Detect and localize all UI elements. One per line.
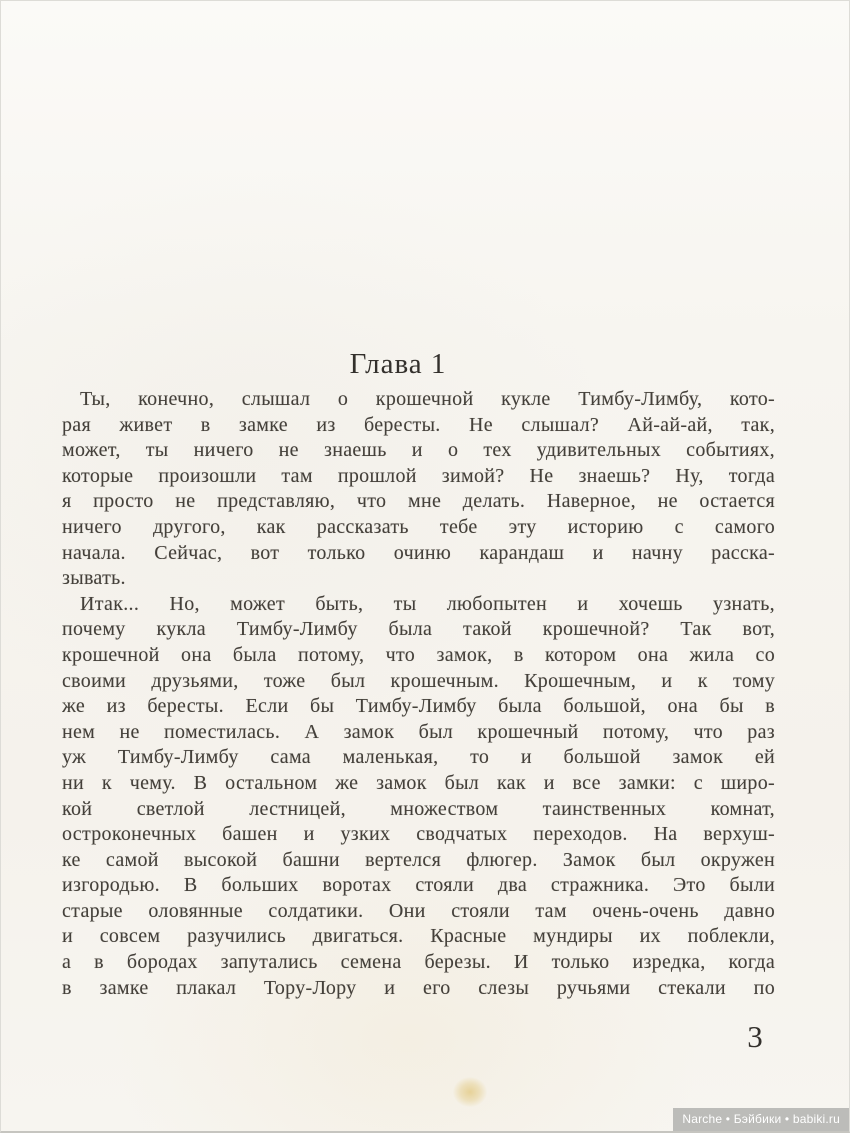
- text-line: Ты, конечно, слышал о крошечной кукле Тимбу-Лимбу, кото-: [80, 388, 775, 410]
- text-line: ни к чему. В остальном же замок был как и все замки: с широ-: [62, 771, 775, 794]
- text-line: которые произошли там прошлой зимой? Не знаешь? Ну, тогда: [62, 464, 775, 487]
- text-line: ке самой высокой башни вертелся флюгер. Замок был окружен: [62, 848, 775, 871]
- text-line: изгородью. В больших воротах стояли два стражника. Это были: [62, 874, 775, 897]
- watermark: Narche • Бэйбики • babiki.ru: [673, 1108, 849, 1131]
- text-line: же из бересты. Если бы Тимбу-Лимбу была большой, она бы в: [62, 695, 775, 718]
- text-line: а в бородах запутались семена березы. И только изредка, когда: [62, 951, 775, 974]
- text-line: своими друзьями, тоже был крошечным. Крошечным, и к тому: [62, 669, 775, 692]
- text-line: крошечной она была потому, что замок, в котором она жила со: [62, 643, 775, 666]
- text-line: уж Тимбу-Лимбу сама маленькая, то и большой замок ей: [62, 746, 775, 769]
- text-line: остроконечных башен и узких сводчатых переходов. На верхуш-: [62, 823, 775, 846]
- text-line: может, ты ничего не знаешь и о тех удивительных событиях,: [62, 439, 775, 462]
- text-line: рая живет в замке из бересты. Не слышал? Ай-ай-ай, так,: [62, 413, 775, 436]
- text-line: старые оловянные солдатики. Они стояли там очень-очень давно: [62, 899, 775, 922]
- paper-stain: [453, 1077, 487, 1107]
- text-line: кой светлой лестницей, множеством таинственных комнат,: [62, 797, 775, 820]
- text-line: начала. Сейчас, вот только очиню карандаш и начну расска-: [62, 541, 775, 564]
- page-number: 3: [747, 1019, 763, 1054]
- text-line: Итак... Но, может быть, ты любопытен и хочешь узнать,: [80, 592, 775, 615]
- text-line: нем не поместилась. А замок был крошечный потому, что раз: [62, 720, 775, 743]
- text-line: я просто не представляю, что мне делать. Наверное, не остается: [62, 490, 775, 513]
- text-line: и совсем разучились двигаться. Красные мундиры их поблекли,: [62, 925, 775, 948]
- text-line: в замке плакал Тору-Лору и его слезы ручьями стекали по: [62, 976, 775, 999]
- text-line: зывать.: [62, 567, 126, 590]
- body-text: [62, 387, 775, 1001]
- text-line: ничего другого, как рассказать тебе эту историю с самого: [62, 515, 775, 538]
- text-line: почему кукла Тимбу-Лимбу была такой крошечной? Так вот,: [62, 618, 775, 641]
- chapter-heading: Глава 1: [349, 348, 447, 381]
